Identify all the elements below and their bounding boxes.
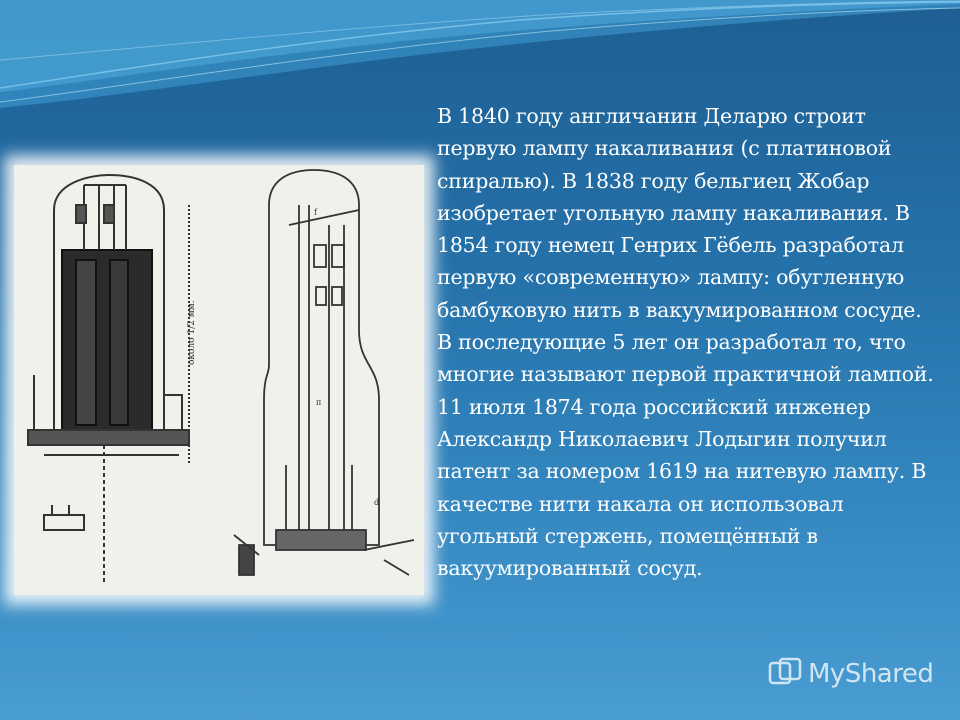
logo-text: MyShared <box>808 659 934 689</box>
slide-paragraph: В 1840 году англичанин Деларю строит первую лампу накаливания (с платиновой спиралью). В 1838 году бельгиец Жобар изобретает угольную лампу накаливания. В 1854 году немец Генрих Гёбель разработал первую «современную» лампу: обугленную бамбуковую нить в вакуумированном сосуде. В последующие 5 лет он разработал то, что многие называют первой практичной лампой. 11 июля 1874 года российский инженер Александр Николаевич Лодыгин получил патент за номером 1619 на нитевую лампу. В качестве нити накала он использовал угольный стержень, помещённый в вакуумированный сосуд. <box>437 104 934 581</box>
svg-text:около 1/2 мм.: около 1/2 мм. <box>187 300 197 365</box>
svg-text:п: п <box>316 398 322 407</box>
lamp-drawings-image <box>14 165 424 595</box>
incandescent-lamp-sketch <box>14 165 424 595</box>
myshared-logo-icon <box>768 657 802 691</box>
svg-text:d: d <box>374 498 380 507</box>
svg-text:f: f <box>314 208 317 217</box>
myshared-logo <box>768 656 943 692</box>
